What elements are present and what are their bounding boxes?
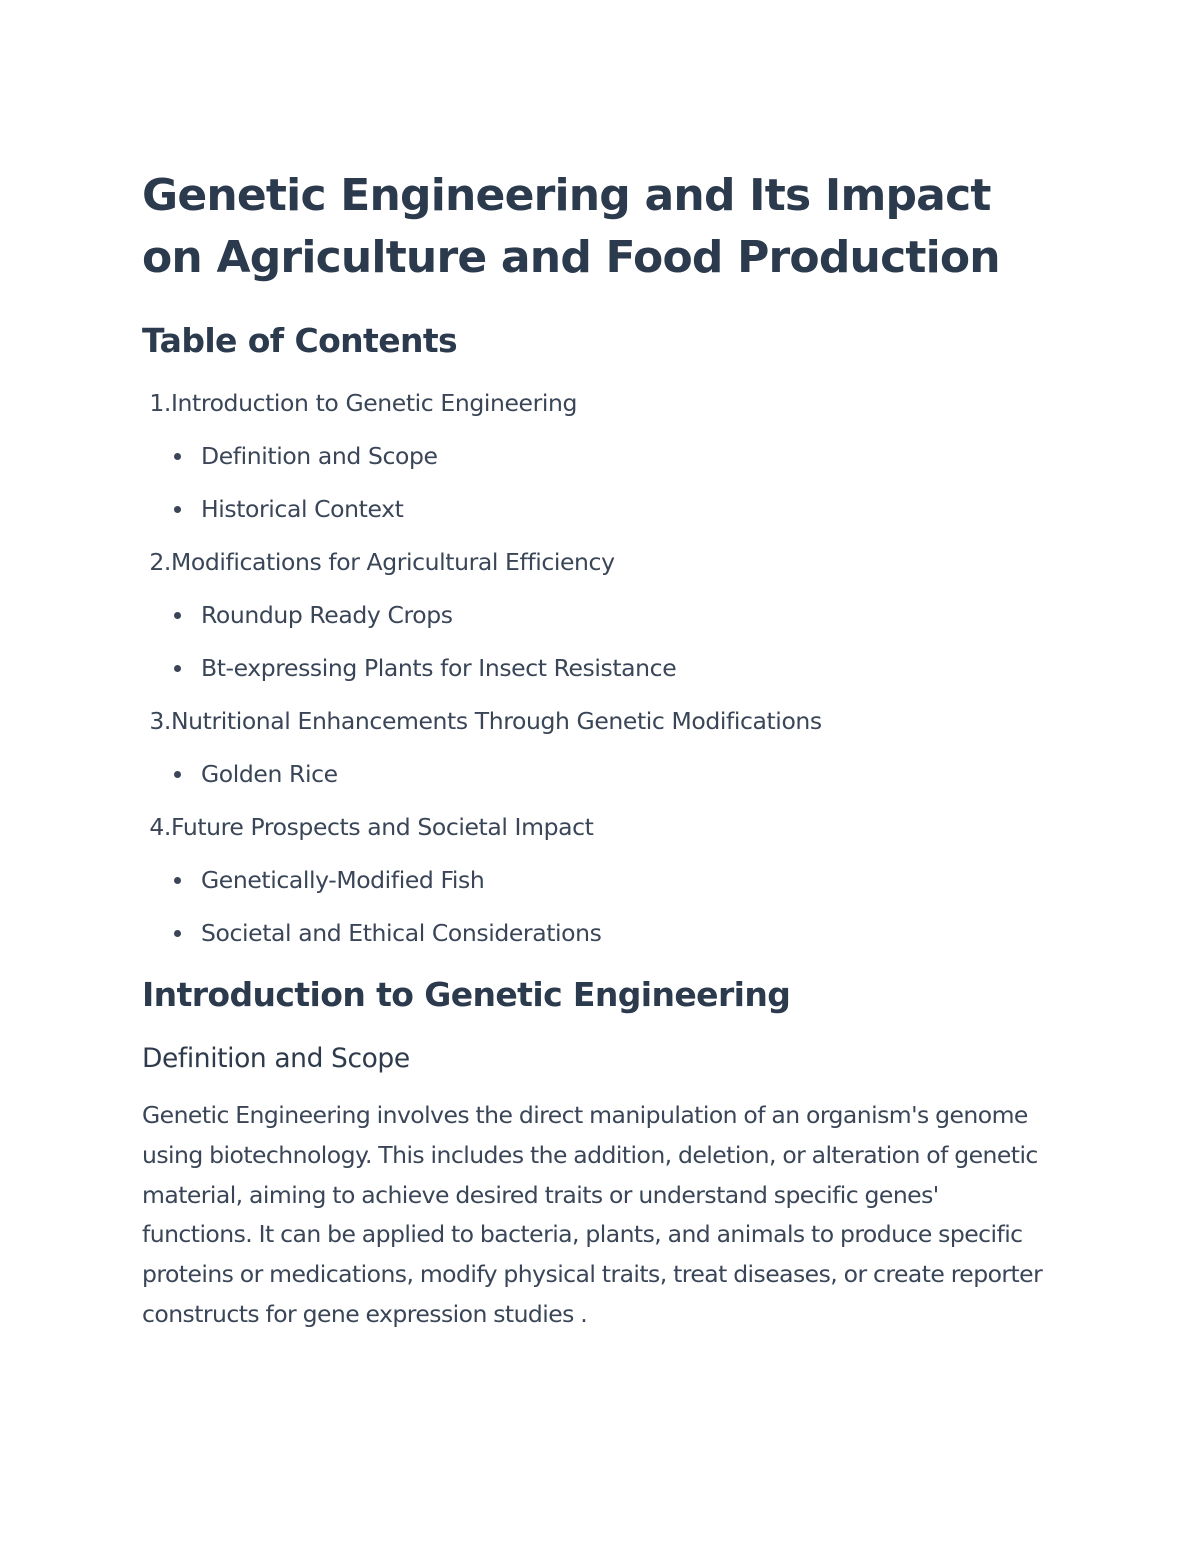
toc-sub-item [142, 920, 1052, 947]
toc-sub-list [142, 602, 1052, 682]
bullet-icon [174, 612, 181, 619]
toc-sub-item [142, 761, 1052, 788]
toc-sub-label: Historical Context [201, 495, 404, 523]
toc-sub-label: Societal and Ethical Considerations [201, 919, 602, 947]
toc-main-label: Modifications for Agricultural Efficiency [171, 548, 615, 576]
toc-main-label: Future Prospects and Societal Impact [171, 813, 594, 841]
bullet-icon [174, 771, 181, 778]
document-page [142, 165, 1052, 1335]
toc-main-label: Introduction to Genetic Engineering [171, 389, 577, 417]
toc-sub-label: Bt-expressing Plants for Insect Resistance [201, 654, 677, 682]
toc-sub-list [142, 761, 1052, 788]
toc-sub-list [142, 443, 1052, 523]
toc-sub-label: Genetically-Modified Fish [201, 866, 485, 894]
toc-sub-list [142, 867, 1052, 947]
toc-sub-item [142, 655, 1052, 682]
toc-number: 3. [149, 707, 171, 735]
toc-number: 1. [149, 389, 171, 417]
toc-main-item [142, 390, 1052, 417]
bullet-icon [174, 665, 181, 672]
document-title: Genetic Engineering and Its Impact on Agriculture and Food Production [142, 170, 1000, 283]
toc-sub-item [142, 496, 1052, 523]
bullet-icon [174, 453, 181, 460]
toc-sub-label: Golden Rice [201, 760, 338, 788]
toc-sub-label: Roundup Ready Crops [201, 601, 453, 629]
toc-sub-item [142, 443, 1052, 470]
subsection-heading: Definition and Scope [142, 1043, 410, 1074]
bullet-icon [174, 877, 181, 884]
toc-entry [142, 390, 1052, 523]
bullet-icon [174, 506, 181, 513]
toc-main-label: Nutritional Enhancements Through Genetic Modifications [171, 707, 822, 735]
toc-sub-item [142, 867, 1052, 894]
toc-entry [142, 708, 1052, 788]
toc-sub-item [142, 602, 1052, 629]
toc-main-item [142, 708, 1052, 735]
body-paragraph: Genetic Engineering involves the direct manipulation of an organism's genome using biotechnology. This includes the addition, deletion, or alteration of genetic material, aiming to achieve desired traits or understand specific genes' functions. It can be applied to bacteria, plants, and animals to produce specific proteins or medications, modify physical traits, treat diseases, or create reporter constructs for gene expression studies . [142, 1101, 1043, 1328]
toc-entry [142, 549, 1052, 682]
toc-main-item [142, 814, 1052, 841]
section-heading: Introduction to Genetic Engineering [142, 975, 791, 1014]
toc-heading: Table of Contents [142, 321, 458, 360]
toc-entry [142, 814, 1052, 947]
toc-number: 2. [149, 548, 171, 576]
table-of-contents [142, 390, 1052, 947]
toc-number: 4. [149, 813, 171, 841]
bullet-icon [174, 930, 181, 937]
toc-sub-label: Definition and Scope [201, 442, 438, 470]
toc-main-item [142, 549, 1052, 576]
